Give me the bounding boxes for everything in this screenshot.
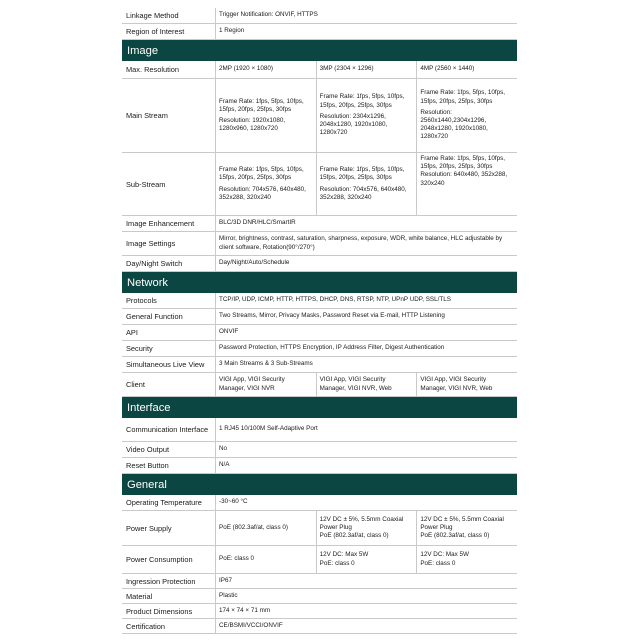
spec-line: 12V DC ± 5%, 5.5mm Coaxial Power Plug — [319, 515, 404, 531]
spec-label: Client — [126, 380, 145, 389]
spec-label: Security — [126, 344, 153, 353]
spec-label: Image Enhancement — [126, 219, 195, 228]
spec-label: Linkage Method — [126, 11, 179, 20]
spec-label: Ingression Protection — [126, 576, 196, 586]
spec-label: Operating Temperature — [126, 498, 202, 507]
spec-value: Plastic — [215, 589, 517, 603]
spec-line: PoE: class 0 — [219, 555, 254, 563]
spec-label: Reset Button — [126, 461, 169, 470]
resolution-text: Resolution: 2304x1296, 2048x1280, 1920x1080, 1280x720 — [319, 112, 388, 137]
spec-row-power-supply — [122, 511, 517, 546]
resolution-text: Resolution: 704x576, 640x480, 352x288, 320x240 — [319, 185, 407, 201]
spec-line: PoE (802.3af/at, class 0) — [219, 523, 288, 531]
spec-row-image-settings — [122, 232, 517, 256]
spec-label: Day/Night Switch — [126, 259, 183, 268]
spec-label: Protocols — [126, 296, 157, 305]
frame-rate-text: Frame Rate: 1fps, 5fps, 10fps, 15fps, 20fps, 25fps, 30fps — [219, 97, 304, 113]
spec-value: N/A — [215, 458, 517, 473]
spec-row-ingression-protection — [122, 574, 517, 589]
spec-label: Material — [126, 591, 153, 601]
spec-value: 1 RJ45 10/100M Self-Adaptive Port — [215, 418, 517, 441]
spec-cell — [316, 79, 417, 152]
spec-row-certification — [122, 619, 517, 634]
frame-rate-text: Frame Rate: 1fps, 5fps, 10fps, 15fps, 20fps, 25fps, 30fps — [420, 155, 506, 171]
frame-rate-text: Frame Rate: 1fps, 5fps, 10fps, 15fps, 20fps, 25fps, 30fps — [319, 166, 405, 182]
spec-cell: VIGI App, VIGI Security Manager, VIGI NVR, Web — [416, 373, 517, 396]
spec-label: API — [126, 328, 138, 337]
spec-line: PoE (802.3af/at, class 0) — [319, 532, 389, 540]
spec-cell — [316, 511, 417, 545]
spec-row-general-function — [122, 309, 517, 325]
spec-cell: VIGI App, VIGI Security Manager, VIGI NVR — [215, 373, 316, 396]
spec-row-security — [122, 341, 517, 357]
spec-label: Sub-Stream — [126, 179, 166, 189]
spec-row-sub-stream — [122, 153, 517, 216]
spec-value: 174 × 74 × 71 mm — [215, 604, 517, 618]
spec-row-client — [122, 373, 517, 397]
frame-rate-text: Frame Rate: 1fps, 5fps, 10fps, 15fps, 20fps, 25fps, 30fps — [319, 93, 405, 109]
spec-value: 3 Main Streams & 3 Sub-Streams — [215, 357, 517, 372]
spec-label: Product Dimensions — [126, 606, 193, 616]
spec-label: Main Stream — [126, 111, 168, 120]
spec-label: Video Output — [126, 445, 170, 454]
spec-line: 12V DC ± 5%, 5.5mm Coaxial Power Plug — [420, 515, 504, 531]
section-header-general: General — [122, 474, 517, 495]
spec-line: PoE: class 0 — [420, 559, 456, 567]
frame-rate-text: Frame Rate: 1fps, 5fps, 10fps, 15fps, 20fps, 25fps, 30fps — [219, 166, 304, 182]
spec-label: General Function — [126, 312, 183, 321]
spec-value: 1 Region — [215, 24, 517, 39]
spec-row-product-dimensions — [122, 604, 517, 619]
resolution-text: Resolution: 2560x1440,2304x1296, 2048x1280, 1920x1080, 1280x720 — [420, 108, 488, 141]
spec-cell: 3MP (2304 × 1296) — [316, 61, 417, 78]
spec-row-reset-button — [122, 458, 517, 474]
spec-value: CE/BSMI/VCCI/ONVIF — [215, 619, 517, 633]
spec-label: Max. Resolution — [126, 65, 179, 74]
spec-value: Password Protection, HTTPS Encryption, IP Address Filter, Digest Authentication — [215, 341, 517, 356]
spec-row-day-night-switch — [122, 256, 517, 272]
spec-cell — [416, 546, 517, 573]
section-header-interface: Interface — [122, 397, 517, 418]
spec-label: Image Settings — [126, 239, 176, 248]
section-header-image: Image — [122, 40, 517, 61]
spec-value: TCP/IP, UDP, ICMP, HTTP, HTTPS, DHCP, DNS, RTSP, NTP, UPnP UDP, SSL/TLS — [215, 293, 517, 308]
spec-cell — [416, 153, 517, 215]
spec-cell: 4MP (2560 × 1440) — [416, 61, 517, 78]
spec-cell — [316, 153, 417, 215]
spec-line: 12V DC: Max 5W — [319, 551, 369, 559]
spec-value: IP67 — [215, 574, 517, 588]
spec-label: Power Consumption — [126, 555, 193, 564]
spec-label: Region of Interest — [126, 27, 185, 36]
spec-cell — [316, 546, 417, 573]
spec-line: PoE: class 0 — [319, 559, 355, 567]
spec-row-main-stream — [122, 79, 517, 153]
spec-row-linkage-method — [122, 8, 517, 24]
spec-row-video-output — [122, 442, 517, 458]
spec-cell — [215, 546, 316, 573]
spec-label: Simultaneous Live View — [126, 360, 205, 369]
spec-label: Certification — [126, 621, 166, 631]
spec-value: Two Streams, Mirror, Privacy Masks, Password Reset via E-mail, HTTP Listening — [215, 309, 517, 324]
spec-sheet — [122, 8, 517, 634]
spec-value: -30~60 °C — [215, 495, 517, 510]
spec-row-communication-interface — [122, 418, 517, 442]
spec-value: No — [215, 442, 517, 457]
spec-row-region-of-interest — [122, 24, 517, 40]
spec-row-api — [122, 325, 517, 341]
spec-cell — [215, 153, 316, 215]
spec-cell: VIGI App, VIGI Security Manager, VIGI NVR, Web — [316, 373, 417, 396]
spec-value: ONVIF — [215, 325, 517, 340]
spec-row-material — [122, 589, 517, 604]
spec-cell — [215, 79, 316, 152]
frame-rate-text: Frame Rate: 1fps, 5fps, 10fps, 15fps, 20fps, 25fps, 30fps — [420, 89, 506, 105]
resolution-text: Resolution: 640x480, 352x288, 320x240 — [420, 171, 508, 187]
spec-label: Communication Interface — [126, 425, 209, 434]
spec-cell — [215, 511, 316, 545]
spec-row-operating-temperature — [122, 495, 517, 511]
spec-value: BLC/3D DNR/HLC/SmartIR — [215, 216, 517, 231]
resolution-text: Resolution: 1920x1080, 1280x960, 1280x720 — [219, 117, 286, 133]
spec-row-power-consumption — [122, 546, 517, 574]
resolution-text: Resolution: 704x576, 640x480, 352x288, 320x240 — [219, 185, 306, 201]
spec-label: Power Supply — [126, 523, 172, 533]
spec-value: Mirror, brightness, contrast, saturation, sharpness, exposure, WDR, white balance, HLC adjustable by client software, Rotation(90°/270°) — [215, 232, 517, 255]
spec-row-max-resolution — [122, 61, 517, 79]
spec-cell — [416, 79, 517, 152]
spec-row-simultaneous-live-view — [122, 357, 517, 373]
spec-value: Trigger Notification: ONVIF, HTTPS — [215, 8, 517, 23]
section-header-network: Network — [122, 272, 517, 293]
spec-cell — [416, 511, 517, 545]
spec-cell: 2MP (1920 × 1080) — [215, 61, 316, 78]
spec-value: Day/Night/Auto/Schedule — [215, 256, 517, 271]
spec-row-image-enhancement — [122, 216, 517, 232]
spec-line: PoE (802.3af/at, class 0) — [420, 532, 490, 540]
spec-row-protocols — [122, 293, 517, 309]
spec-line: 12V DC: Max 5W — [420, 551, 469, 559]
